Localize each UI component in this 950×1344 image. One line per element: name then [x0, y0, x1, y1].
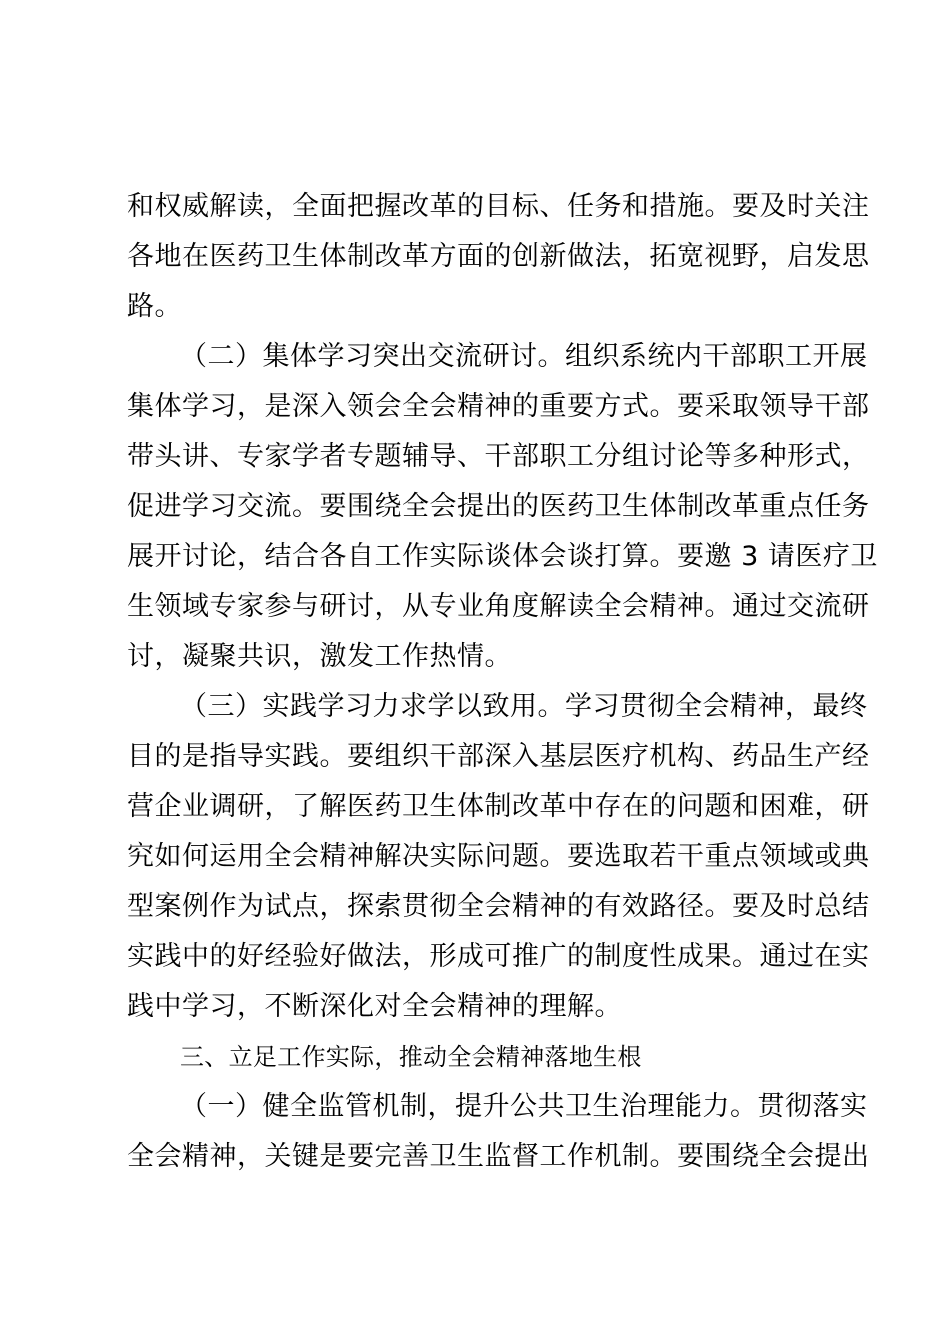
- text-line: 全会精神，关键是要完善卫生监督工作机制。要围绕全会提出: [127, 1141, 870, 1172]
- text-line: 促进学习交流。要围绕全会提出的医药卫生体制改革重点任务: [127, 491, 870, 522]
- text-line: 践中学习，不断深化对全会精神的理解。: [127, 991, 622, 1022]
- text-line: 各地在医药卫生体制改革方面的创新做法，拓宽视野，启发思: [127, 241, 870, 272]
- text-line: 究如何运用全会精神解决实际问题。要选取若干重点领域或典: [127, 841, 870, 872]
- section-heading: （三）实践学习力求学以致用。学习贯彻全会精神，最终: [180, 691, 868, 722]
- text-line: 路。: [127, 291, 182, 322]
- text-line: 型案例作为试点，探索贯彻全会精神的有效路径。要及时总结: [127, 891, 870, 922]
- text-line: 生领域专家参与研讨，从专业角度解读全会精神。通过交流研: [127, 591, 870, 622]
- text-line: 和权威解读，全面把握改革的目标、任务和措施。要及时关注: [127, 191, 870, 222]
- chapter-heading: 三、立足工作实际，推动全会精神落地生根: [180, 1043, 642, 1071]
- text-line: 目的是指导实践。要组织干部深入基层医疗机构、药品生产经: [127, 741, 870, 772]
- text-line: 实践中的好经验好做法，形成可推广的制度性成果。通过在实: [127, 941, 870, 972]
- text-line: 带头讲、专家学者专题辅导、干部职工分组讨论等多种形式，: [127, 441, 870, 472]
- section-heading: （一）健全监管机制，提升公共卫生治理能力。贯彻落实: [180, 1091, 868, 1122]
- text-line: 集体学习，是深入领会全会精神的重要方式。要采取领导干部: [127, 391, 870, 422]
- text-line: 展开讨论，结合各自工作实际谈体会谈打算。要邀 3 请医疗卫: [127, 541, 878, 572]
- text-line: 营企业调研，了解医药卫生体制改革中存在的问题和困难，研: [127, 791, 870, 822]
- section-heading: （二）集体学习突出交流研讨。组织系统内干部职工开展: [180, 341, 868, 372]
- text-line: 讨，凝聚共识，激发工作热情。: [127, 641, 512, 672]
